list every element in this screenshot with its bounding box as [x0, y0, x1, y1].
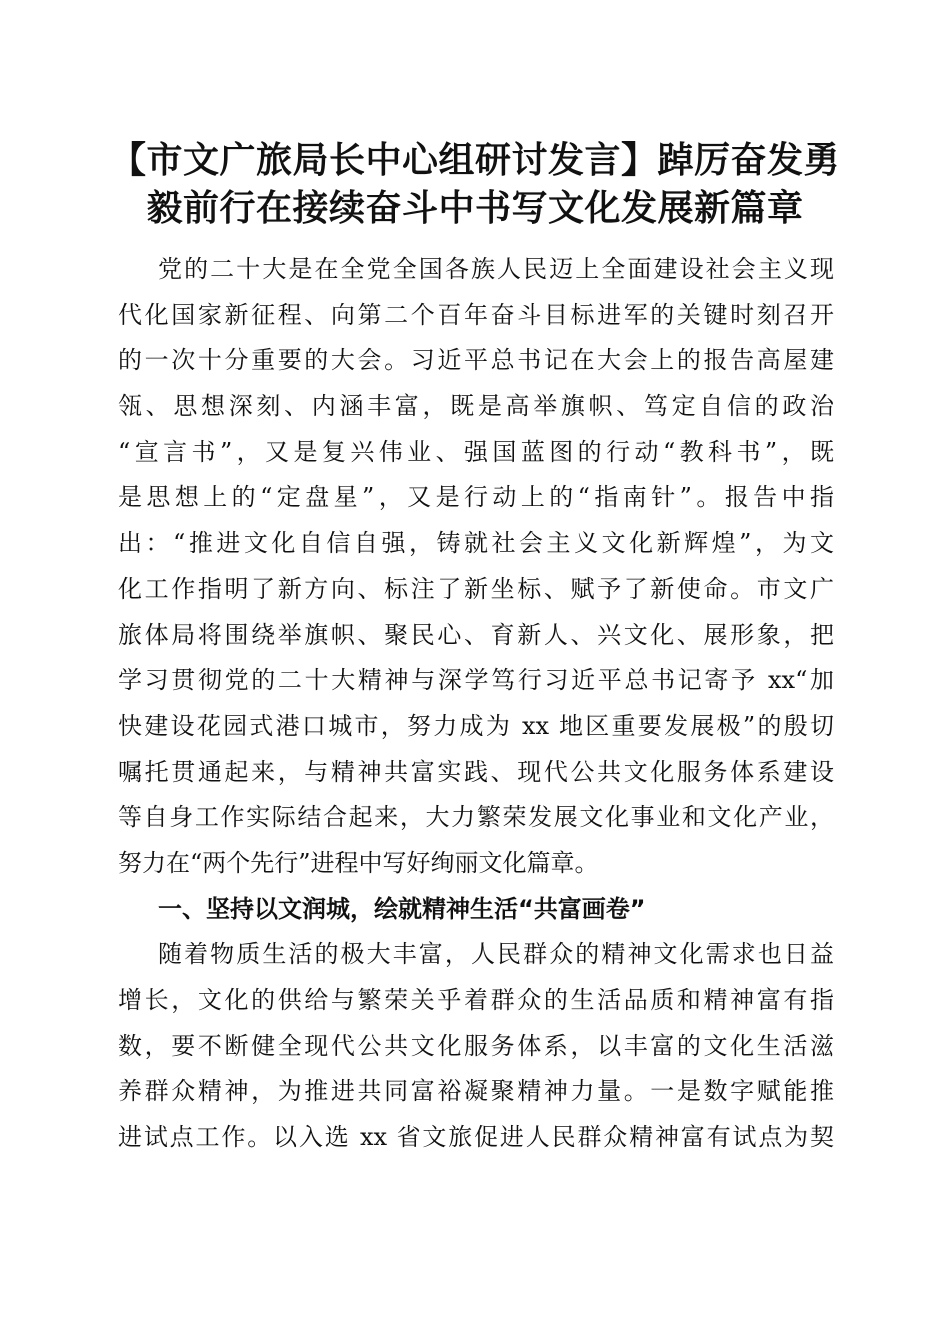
paragraph-line: 努力在“两个先行”进程中写好绚丽文化篇章。 — [118, 848, 599, 877]
paragraph-line: 数，要不断健全现代公共文化服务体系，以丰富的文化生活滋 — [118, 1031, 834, 1060]
document-title — [90, 136, 860, 232]
paragraph-line: 是思想上的“定盘星”，又是行动上的“指南针”。报告中指 — [118, 483, 834, 512]
paragraph-line: 的一次十分重要的大会。习近平总书记在大会上的报告高屋建 — [118, 346, 834, 375]
paragraph-line: 增长，文化的供给与繁荣关乎着群众的生活品质和精神富有指 — [118, 986, 834, 1014]
paragraph-line: 旅体局将围绕举旗帜、聚民心、育新人、兴文化、展形象，把 — [118, 620, 834, 649]
title-line-1: 【市文广旅局长中心组研讨发言】踔厉奋发勇 — [109, 139, 840, 181]
paragraph-line: 嘱托贯通起来，与精神共富实践、现代公共文化服务体系建设 — [118, 757, 834, 786]
paragraph-line: 出：“推进文化自信自强，铸就社会主义文化新辉煌”，为文 — [118, 529, 834, 558]
paragraph-line: 进试点工作。以入选 xx 省文旅促进人民群众精神富有试点为契 — [118, 1123, 834, 1152]
paragraph-line: 养群众精神，为推进共同富裕凝聚精神力量。一是数字赋能推 — [118, 1077, 834, 1106]
paragraph-line: 学习贯彻党的二十大精神与深学笃行习近平总书记寄予 xx“加 — [118, 666, 834, 695]
paragraph-line: 等自身工作实际结合起来，大力繁荣发展文化事业和文化产业， — [118, 803, 834, 832]
document-body — [118, 247, 834, 1161]
paragraph-line: 随着物质生活的极大丰富，人民群众的精神文化需求也日益 — [158, 940, 834, 969]
paragraph-line: 代化国家新征程、向第二个百年奋斗目标进军的关键时刻召开 — [118, 300, 834, 329]
paragraph-line: 瓴、思想深刻、内涵丰富，既是高举旗帜、笃定自信的政治 — [118, 392, 834, 421]
paragraph-line: 快建设花园式港口城市，努力成为 xx 地区重要发展极”的殷切 — [118, 711, 834, 740]
paragraph-section-1 — [118, 932, 834, 1160]
paragraph-line: 化工作指明了新方向、标注了新坐标、赋予了新使命。市文广 — [118, 574, 834, 603]
paragraph-line: “宣言书”，又是复兴伟业、强国蓝图的行动“教科书”，既 — [118, 437, 834, 466]
paragraph-line: 党的二十大是在全党全国各族人民迈上全面建设社会主义现 — [158, 255, 834, 283]
title-line-2: 毅前行在接续奋斗中书写文化发展新篇章 — [146, 187, 804, 229]
paragraph-intro — [118, 247, 834, 887]
section-heading-1: 一、坚持以文润城，绘就精神生活“共富画卷” — [158, 894, 646, 923]
